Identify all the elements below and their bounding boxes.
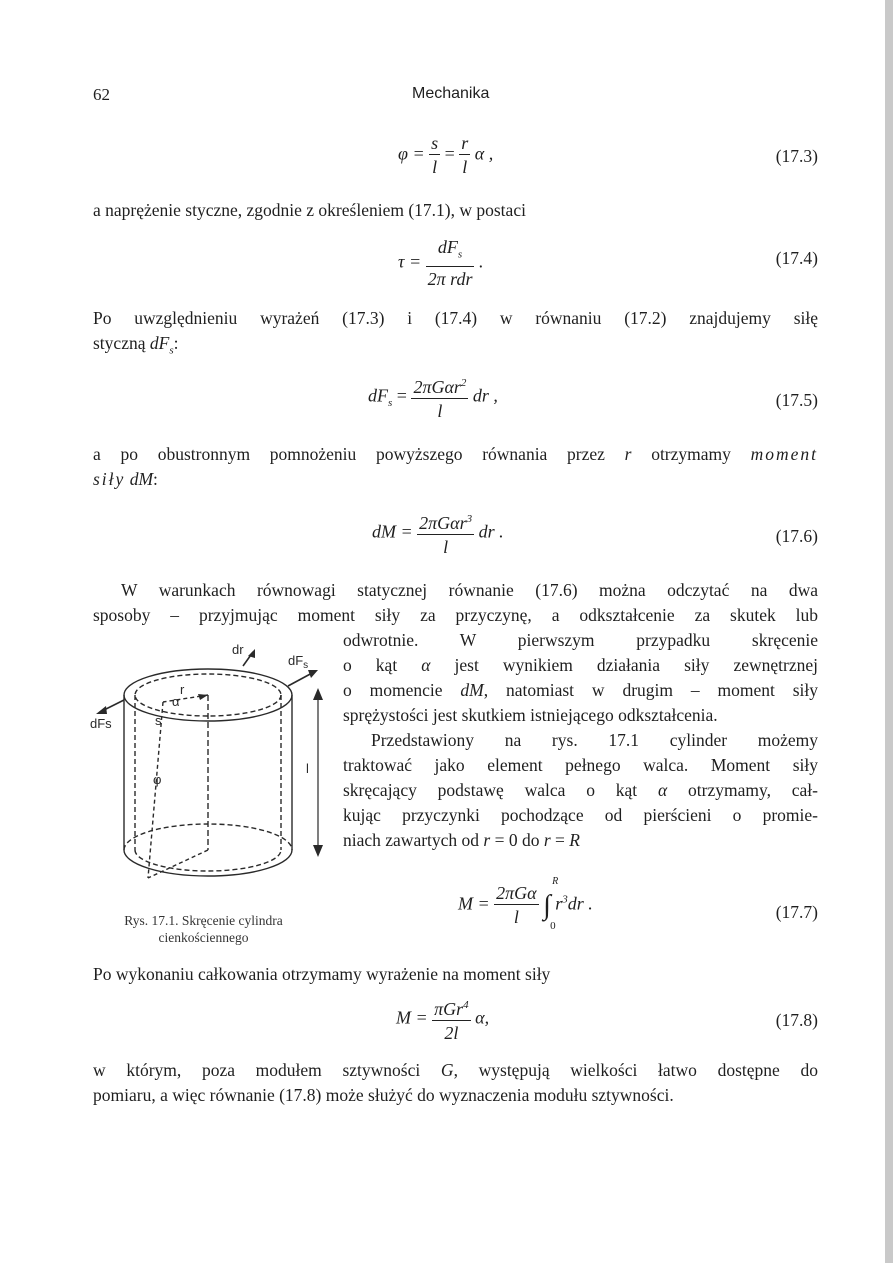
length-arrow-bottom xyxy=(313,845,323,857)
side-text-line-9: niach zawartych od r = 0 do r = R xyxy=(343,830,580,850)
equation-number-17-4: (17.4) xyxy=(775,248,818,268)
page-edge-shadow xyxy=(885,0,893,1263)
label-l: l xyxy=(306,761,309,776)
paragraph-1: a naprężenie styczne, zgodnie z określeniem (17.1), w postaci xyxy=(93,200,526,220)
cylinder-bottom-back xyxy=(124,824,292,850)
side-text-line-3: o momencie dM, natomiast w drugim – moment siły xyxy=(343,680,819,700)
twisted-generator-line xyxy=(148,702,163,878)
side-text-line-7: skręcający podstawę walca o kąt α otrzymamy, cał- xyxy=(343,780,819,800)
side-text-line-5: Przedstawiony na rys. 17.1 cylinder możemy xyxy=(371,730,818,750)
equation-17-3: φ = $\frac{s}{l}$ = $\frac{r}{l}$ α , xyxy=(398,133,494,177)
paragraph-6: Po wykonaniu całkowania otrzymamy wyrażenie na moment siły xyxy=(93,964,551,984)
paragraph-3-line-1: a po obustronnym pomnożeniu powyższego równania przez r otrzymamy moment xyxy=(93,444,819,464)
right-force-arrowhead xyxy=(308,670,318,678)
side-text-line-6: traktować jako element pełnego walca. Moment siły xyxy=(343,755,818,775)
length-arrow-top xyxy=(313,688,323,700)
equation-17-6: dM = $\frac{2\pi G\alpha r^3}{l}$ dr . xyxy=(372,508,504,559)
equation-number-17-6: (17.6) xyxy=(775,526,818,546)
paragraph-2-line-2: styczną $dF_s$: xyxy=(93,333,179,357)
label-r: r xyxy=(180,682,185,697)
paragraph-2-line-1: Po uwzględnieniu wyrażeń (17.3) i (17.4) w równaniu (17.2) znajdujemy siłę xyxy=(93,308,818,328)
radius-arrowhead xyxy=(198,694,208,700)
equation-number-17-5: (17.5) xyxy=(775,390,818,410)
label-dr: dr xyxy=(232,642,244,657)
cylinder-figure xyxy=(88,640,333,900)
cylinder-inner-bottom xyxy=(135,850,281,871)
side-text-line-2: o kąt α jest wynikiem działania siły zewnętrznej xyxy=(343,655,818,675)
label-dfs-right: $dF_s$ xyxy=(288,653,309,671)
running-title: Mechanika xyxy=(412,85,490,102)
equation-17-7: M = $\frac{\text{2πGα}}{l}$ ∫ R 0 $r^3dr$ . xyxy=(458,875,593,932)
side-text-line-4: sprężystości jest skutkiem istniejącego odkształcenia. xyxy=(343,705,718,725)
equation-17-8: M = $\frac{\pi Gr^4}{2l}$ α, xyxy=(396,994,489,1045)
paragraph-7-line-1: w którym, poza modułem sztywności G, występują wielkości łatwo dostępne do xyxy=(93,1060,818,1080)
paragraph-4-line-2: sposoby – przyjmując moment siły za przyczynę, a odkształcenie za skutek lub xyxy=(93,605,818,625)
equation-number-17-3: (17.3) xyxy=(775,146,818,166)
paragraph-3-line-2: siły dM: xyxy=(93,469,158,489)
label-s: s xyxy=(155,713,162,728)
label-dfs-left: dFs xyxy=(90,716,112,731)
label-alpha: α xyxy=(172,694,180,709)
equation-17-4: τ = $\frac{dF_s}{\text{2π rdr}}$ . xyxy=(398,237,484,289)
figure-caption: Rys. 17.1. Skręcenie cylindra cienkościennego xyxy=(124,913,283,945)
equation-number-17-7: (17.7) xyxy=(775,902,818,922)
equation-17-5: $dF_s$ = $\frac{2\pi G\alpha r^2}{l}$ dr , xyxy=(368,372,498,423)
paragraph-7-line-2: pomiaru, a więc równanie (17.8) może służyć do wyznaczenia modułu sztywności. xyxy=(93,1085,674,1105)
left-force-arrowhead xyxy=(96,706,107,714)
label-phi: φ xyxy=(153,772,162,787)
page-number: 62 xyxy=(93,85,110,104)
equation-number-17-8: (17.8) xyxy=(775,1010,818,1030)
paragraph-4-line-1: W warunkach równowagi statycznej równanie (17.6) można odczytać na dwa xyxy=(121,580,818,600)
side-text-line-8: kując przyczynki pochodzące od pierścieni o promie- xyxy=(343,805,818,825)
side-text-line-1: odwrotnie. W pierwszym przypadku skręcenie xyxy=(343,630,818,650)
integral-sign: ∫ R 0 xyxy=(543,875,559,932)
